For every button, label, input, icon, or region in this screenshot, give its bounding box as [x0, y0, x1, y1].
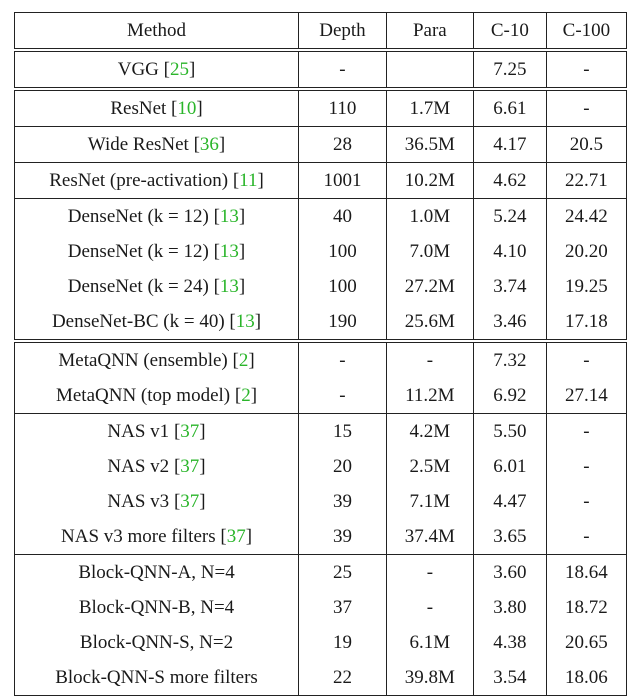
- method-name: VGG: [117, 58, 159, 80]
- citation-link[interactable]: 25: [169, 58, 189, 80]
- header-depth: Depth: [299, 13, 387, 51]
- para-cell: -: [386, 590, 473, 625]
- method-name: ResNet (pre-activation): [49, 169, 229, 191]
- depth-cell: 40: [299, 199, 387, 235]
- citation-link[interactable]: 13: [235, 310, 255, 332]
- c100-cell: -: [546, 414, 626, 450]
- table-row: [15, 199, 627, 235]
- c10-cell: 6.61: [473, 89, 546, 127]
- table-row: [15, 89, 627, 127]
- citation-link[interactable]: 13: [219, 275, 239, 297]
- table-row: [15, 341, 627, 378]
- header-row: [15, 13, 627, 51]
- c10-cell: 3.54: [473, 660, 546, 696]
- results-table: [14, 12, 627, 696]
- citation-link[interactable]: 2: [241, 384, 251, 406]
- c10-cell: 3.74: [473, 269, 546, 304]
- para-cell: [386, 50, 473, 89]
- c10-cell: 6.01: [473, 449, 546, 484]
- c10-cell: 5.50: [473, 414, 546, 450]
- para-cell: 10.2M: [386, 163, 473, 199]
- para-cell: -: [386, 341, 473, 378]
- table-row: [15, 234, 627, 269]
- depth-cell: 100: [299, 234, 387, 269]
- method-cell: DenseNet (k = 24) [13]: [15, 269, 299, 304]
- method-cell: DenseNet (k = 12) [13]: [15, 199, 299, 235]
- para-cell: 27.2M: [386, 269, 473, 304]
- c100-cell: 18.06: [546, 660, 626, 696]
- depth-cell: 37: [299, 590, 387, 625]
- para-cell: 7.0M: [386, 234, 473, 269]
- header-method: Method: [15, 13, 299, 51]
- citation-link[interactable]: 13: [219, 240, 239, 262]
- table-row: [15, 163, 627, 199]
- method-name: NAS v2: [107, 455, 170, 477]
- citation-link[interactable]: 13: [219, 205, 239, 227]
- table-row: [15, 555, 627, 591]
- table-body: [15, 50, 627, 696]
- method-name: Block-QNN-S more filters: [55, 666, 258, 688]
- c100-cell: 22.71: [546, 163, 626, 199]
- depth-cell: -: [299, 50, 387, 89]
- depth-cell: 25: [299, 555, 387, 591]
- depth-cell: 39: [299, 519, 387, 555]
- depth-cell: -: [299, 341, 387, 378]
- method-name: Block-QNN-B, N=4: [78, 596, 235, 618]
- method-name: MetaQNN (top model): [55, 384, 231, 406]
- method-name: NAS v3: [107, 490, 170, 512]
- c100-cell: 18.64: [546, 555, 626, 591]
- table-row: [15, 660, 627, 696]
- c10-cell: 3.46: [473, 304, 546, 341]
- c10-cell: 3.65: [473, 519, 546, 555]
- method-cell: Wide ResNet [36]: [15, 127, 299, 163]
- c10-cell: 5.24: [473, 199, 546, 235]
- para-cell: 39.8M: [386, 660, 473, 696]
- para-cell: 7.1M: [386, 484, 473, 519]
- method-cell: ResNet [10]: [15, 89, 299, 127]
- c10-cell: 6.92: [473, 378, 546, 414]
- c100-cell: -: [546, 50, 626, 89]
- method-name: Wide ResNet: [87, 133, 189, 155]
- c10-cell: 7.25: [473, 50, 546, 89]
- c100-cell: -: [546, 341, 626, 378]
- table-row: [15, 625, 627, 660]
- citation-link[interactable]: 11: [239, 169, 258, 191]
- para-cell: 2.5M: [386, 449, 473, 484]
- table-row: [15, 590, 627, 625]
- method-name: Block-QNN-A, N=4: [78, 561, 235, 583]
- method-name: DenseNet (k = 12): [67, 205, 209, 227]
- c100-cell: 27.14: [546, 378, 626, 414]
- depth-cell: 39: [299, 484, 387, 519]
- method-name: ResNet: [110, 97, 167, 119]
- c10-cell: 4.10: [473, 234, 546, 269]
- table-row: [15, 519, 627, 555]
- para-cell: 36.5M: [386, 127, 473, 163]
- c10-cell: 3.80: [473, 590, 546, 625]
- c10-cell: 3.60: [473, 555, 546, 591]
- method-cell: DenseNet-BC (k = 40) [13]: [15, 304, 299, 341]
- c10-cell: 4.17: [473, 127, 546, 163]
- citation-link[interactable]: 37: [180, 490, 200, 512]
- method-cell: [15, 660, 299, 696]
- method-cell: NAS v3 more filters [37]: [15, 519, 299, 555]
- c100-cell: -: [546, 484, 626, 519]
- method-name: DenseNet (k = 12): [67, 240, 209, 262]
- table-row: [15, 269, 627, 304]
- para-cell: 11.2M: [386, 378, 473, 414]
- depth-cell: 190: [299, 304, 387, 341]
- para-cell: 1.0M: [386, 199, 473, 235]
- c100-cell: 19.25: [546, 269, 626, 304]
- table-row: [15, 449, 627, 484]
- depth-cell: 110: [299, 89, 387, 127]
- method-cell: [15, 555, 299, 591]
- citation-link[interactable]: 37: [226, 525, 246, 547]
- method-name: DenseNet-BC (k = 40): [51, 310, 225, 332]
- method-cell: NAS v2 [37]: [15, 449, 299, 484]
- citation-link[interactable]: 10: [177, 97, 197, 119]
- depth-cell: 22: [299, 660, 387, 696]
- para-cell: 37.4M: [386, 519, 473, 555]
- method-cell: ResNet (pre-activation) [11]: [15, 163, 299, 199]
- method-cell: VGG [25]: [15, 50, 299, 89]
- c100-cell: -: [546, 89, 626, 127]
- method-cell: NAS v3 [37]: [15, 484, 299, 519]
- depth-cell: -: [299, 378, 387, 414]
- table-row: [15, 414, 627, 450]
- c100-cell: 20.65: [546, 625, 626, 660]
- header-c100: C-100: [546, 13, 626, 51]
- table-row: [15, 127, 627, 163]
- citation-link[interactable]: 37: [180, 455, 200, 477]
- depth-cell: 15: [299, 414, 387, 450]
- c10-cell: 4.38: [473, 625, 546, 660]
- method-name: Block-QNN-S, N=2: [79, 631, 234, 653]
- table-row: [15, 304, 627, 341]
- depth-cell: 1001: [299, 163, 387, 199]
- c100-cell: 17.18: [546, 304, 626, 341]
- method-cell: [15, 590, 299, 625]
- c100-cell: -: [546, 449, 626, 484]
- c100-cell: 18.72: [546, 590, 626, 625]
- method-cell: MetaQNN (top model) [2]: [15, 378, 299, 414]
- c10-cell: 7.32: [473, 341, 546, 378]
- c10-cell: 4.62: [473, 163, 546, 199]
- c10-cell: 4.47: [473, 484, 546, 519]
- c100-cell: 20.5: [546, 127, 626, 163]
- method-name: MetaQNN (ensemble): [58, 349, 228, 371]
- citation-link[interactable]: 2: [238, 349, 249, 371]
- para-cell: 4.2M: [386, 414, 473, 450]
- method-cell: [15, 625, 299, 660]
- c100-cell: 24.42: [546, 199, 626, 235]
- method-name: NAS v1: [107, 420, 170, 442]
- table-row: [15, 50, 627, 89]
- header-c10: C-10: [473, 13, 546, 51]
- c100-cell: -: [546, 519, 626, 555]
- para-cell: 6.1M: [386, 625, 473, 660]
- method-cell: MetaQNN (ensemble) [2]: [15, 341, 299, 378]
- para-cell: -: [386, 555, 473, 591]
- method-name: NAS v3 more filters: [61, 525, 216, 547]
- depth-cell: 28: [299, 127, 387, 163]
- depth-cell: 100: [299, 269, 387, 304]
- method-name: DenseNet (k = 24): [67, 275, 209, 297]
- citation-link[interactable]: 36: [199, 133, 219, 155]
- c100-cell: 20.20: [546, 234, 626, 269]
- citation-link[interactable]: 37: [180, 420, 200, 442]
- depth-cell: 20: [299, 449, 387, 484]
- table-row: [15, 378, 627, 414]
- method-cell: DenseNet (k = 12) [13]: [15, 234, 299, 269]
- depth-cell: 19: [299, 625, 387, 660]
- table-row: [15, 484, 627, 519]
- para-cell: 1.7M: [386, 89, 473, 127]
- method-cell: NAS v1 [37]: [15, 414, 299, 450]
- header-para: Para: [386, 13, 473, 51]
- para-cell: 25.6M: [386, 304, 473, 341]
